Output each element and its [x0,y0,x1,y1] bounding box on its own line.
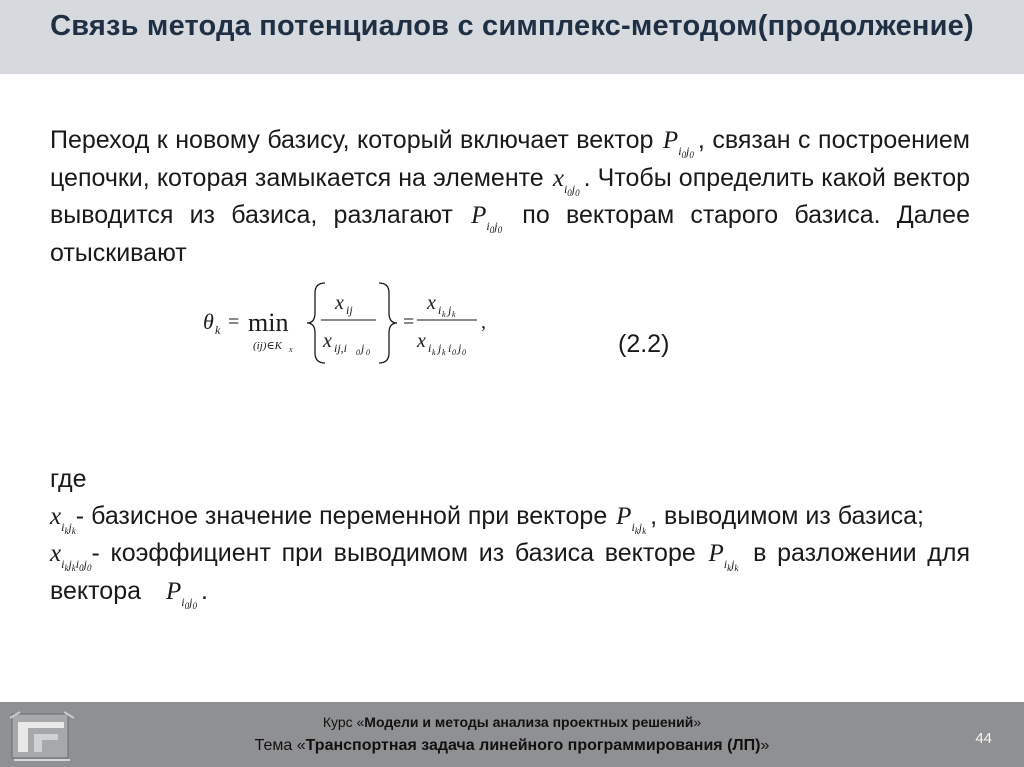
equals-sign: = [228,311,240,333]
numerator-index: ij [346,303,353,317]
svg-text:k: k [442,348,446,357]
term-x-ik-jk: $x_{i_kj_k}$ [50,502,76,536]
rhs-denominator-x: x [417,330,426,352]
min-domain-index: x [289,345,293,354]
denominator-x: x [323,330,332,352]
slide-title: Связь метода потенциалов с симплекс-методом(продолжение) [50,10,974,42]
slide-header [0,0,1024,74]
svg-text:i: i [438,303,442,317]
svg-text:k: k [432,348,436,357]
equals-sign-2: = [403,311,415,333]
svg-text:k: k [442,310,446,319]
vector-P-i0-j0: $P_{i_0j_0}$ [165,577,197,611]
svg-text:k: k [452,310,456,319]
where-label: где [50,465,87,493]
slide-footer [0,702,1024,767]
paragraph-transition: Переход к новому базису, который включает вектор $P_{i_0j_0}$, связан с построением цепочки, которая замыкается на элементе $x_{i_0j_0}$. Чтобы определить какой вектор выводится из базиса, разлагают $P_{i_0j_0}$ по векторам старого базиса. Далее отыскивают [50,126,970,267]
svg-text:0: 0 [462,348,466,357]
footer-topic: Тема «Транспортная задача линейного программирования (ЛП)» [254,737,770,754]
denominator-index-j: j [361,341,365,355]
svg-text:i: i [448,341,452,355]
element-x-i0-j0: $x_{i_0j_0}$ [552,164,580,198]
page-number: 44 [975,730,992,747]
denominator-index-0: 0 [356,348,360,357]
vector-P-ik-jk: $P_{i_kj_k}$ [708,540,739,573]
theta-index: k [215,323,221,337]
footer-course: Курс «Модели и методы анализа проектных решений» [322,714,702,730]
term-x-ik-jk-i0-j0: $x_{i_kj_ki_0j_0}$ [50,540,92,573]
formula-comma: , [481,311,486,333]
svg-text:0: 0 [452,348,456,357]
right-brace [379,283,397,363]
svg-text:j: j [448,303,452,317]
formula-theta-min [155,275,675,375]
vector-P-i0-j0: $P_{i_0j_0}$ [471,202,503,235]
svg-text:j: j [438,341,442,355]
theta-symbol: θ [203,309,214,334]
svg-text:i: i [428,341,432,355]
denominator-index-0b: 0 [366,348,370,357]
vector-P-ik-jk: $P_{i_kj_k}$ [616,502,647,536]
svg-text:j: j [458,341,462,355]
definition-x-ik-jk-i0-j0: $x_{i_kj_ki_0j_0}-$ коэффициент при выводимом из базиса векторе $P_{i_kj_k}$ в разложении для вектора $P_{i_0j_0}$. [50,539,971,611]
min-operator: min [248,308,289,337]
min-domain: (ij)∈K [253,340,282,352]
numerator-x: x [335,292,344,314]
vector-P-i0-j0: $P_{i_0j_0}$ [662,127,694,160]
denominator-index: ij,i [334,341,348,355]
definition-x-ik-jk: $x_{i_kj_k}-$ базисное значение переменной при векторе $P_{i_kj_k}$, выводимом из базиса; [50,501,924,536]
equation-number: (2.2) [618,330,670,358]
rhs-numerator-x: x [427,292,436,314]
